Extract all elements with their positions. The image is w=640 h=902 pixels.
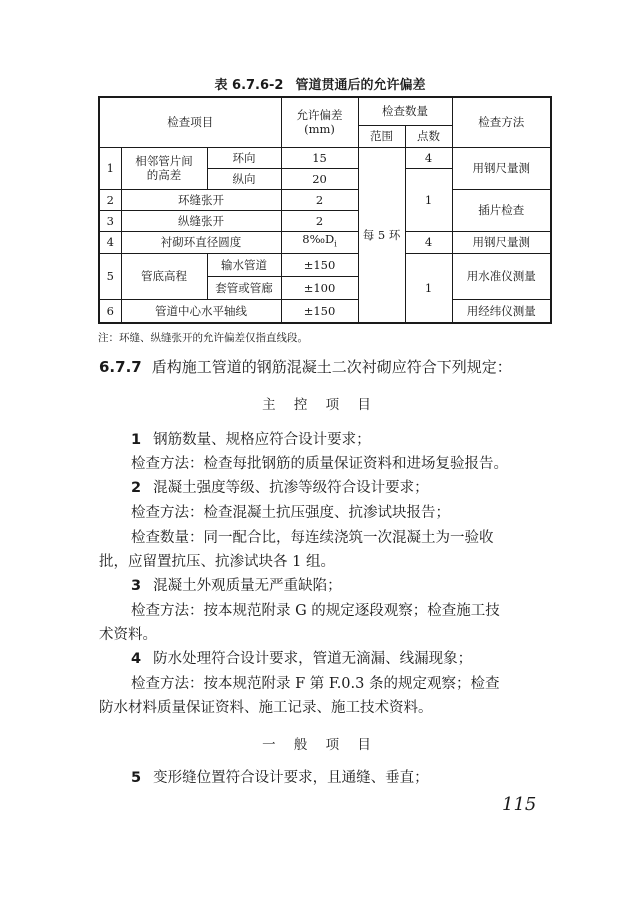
row-sub-label: 环向 <box>207 147 281 168</box>
row-number: 1 <box>99 147 121 189</box>
row-tolerance: 2 <box>281 189 358 210</box>
item-text: 混凝土强度等级、抗渗等级符合设计要求； <box>153 480 429 496</box>
header-tolerance-unit: (mm) <box>304 122 335 137</box>
row-tolerance: ±100 <box>281 276 358 299</box>
header-item: 检查项目 <box>99 97 281 147</box>
item-2-quantity: 检查数量：同一配合比，每连续浇筑一次混凝土为一验收 <box>131 530 494 546</box>
item-4 <box>131 647 472 668</box>
row-sub-label: 输水管道 <box>207 253 281 276</box>
row-tolerance: 15 <box>281 147 358 168</box>
method-value: 用钢尺量测 <box>452 147 551 189</box>
row-group-label: 相邻管片间的高差 <box>121 147 207 189</box>
section-heading <box>99 356 512 377</box>
method-value: 用经纬仪测量 <box>452 299 551 323</box>
points-value: 4 <box>405 231 452 253</box>
item-3 <box>131 574 342 595</box>
row-tolerance: ±150 <box>281 253 358 276</box>
item-number: 1 <box>131 432 142 448</box>
item-2 <box>131 476 429 497</box>
item-1-method: 检查方法：检查每批钢筋的质量保证资料和进场复验报告。 <box>131 456 508 472</box>
item-4-method: 检查方法：按本规范附录 F 第 F.0.3 条的规定观察；检查 <box>131 676 500 692</box>
general-items-heading: 一 般 项 目 <box>262 737 378 753</box>
row-label: 管道中心水平轴线 <box>121 299 281 323</box>
item-1 <box>131 428 371 449</box>
section-title: 盾构施工管道的钢筋混凝土二次衬砌应符合下列规定： <box>151 358 512 376</box>
row-group-label: 管底高程 <box>121 253 207 299</box>
tolerance-table <box>98 96 552 324</box>
row-tolerance <box>281 231 358 253</box>
item-text: 混凝土外观质量无严重缺陷； <box>153 578 342 594</box>
points-value: 4 <box>405 147 452 168</box>
item-number: 4 <box>131 651 142 667</box>
header-tolerance-label: 允许偏差 <box>296 108 343 123</box>
method-value: 用钢尺量测 <box>452 231 551 253</box>
item-3-method-cont: 术资料。 <box>99 627 157 643</box>
main-items-heading: 主 控 项 目 <box>262 397 378 413</box>
row-label: 衬砌环直径圆度 <box>121 231 281 253</box>
row-tolerance-value: 8‰D <box>302 232 335 247</box>
row-sub-label: 纵向 <box>207 168 281 189</box>
method-value: 插片检查 <box>452 189 551 231</box>
row-tolerance-subscript: i <box>334 239 337 249</box>
table-number: 表 6.7.6-2 <box>214 78 284 93</box>
row-sub-label: 套管或管廊 <box>207 276 281 299</box>
item-text: 防水处理符合设计要求，管道无滴漏、线漏现象； <box>153 651 473 667</box>
item-number: 2 <box>131 480 142 496</box>
page-number: 115 <box>502 794 537 815</box>
row-number: 2 <box>99 189 121 210</box>
scope-value: 每 5 环 <box>358 147 405 323</box>
method-value: 用水准仪测量 <box>452 253 551 299</box>
row-tolerance: 2 <box>281 210 358 231</box>
row-number: 5 <box>99 253 121 299</box>
row-tolerance: 20 <box>281 168 358 189</box>
table-title: 管道贯通后的允许偏差 <box>295 78 426 93</box>
points-value: 1 <box>405 253 452 323</box>
header-tolerance <box>281 97 358 147</box>
table-caption <box>0 74 640 93</box>
header-quantity: 检查数量 <box>358 97 452 125</box>
row-number: 6 <box>99 299 121 323</box>
item-number: 5 <box>131 770 142 786</box>
row-label: 环缝张开 <box>121 189 281 210</box>
row-tolerance: ±150 <box>281 299 358 323</box>
section-number: 6.7.7 <box>99 358 142 376</box>
header-points: 点数 <box>405 125 452 147</box>
header-method: 检查方法 <box>452 97 551 147</box>
item-text: 变形缝位置符合设计要求，且通缝、垂直； <box>153 770 429 786</box>
item-4-method-cont: 防水材料质量保证资料、施工记录、施工技术资料。 <box>99 700 433 716</box>
item-3-method: 检查方法：按本规范附录 G 的规定逐段观察；检查施工技 <box>131 603 500 619</box>
row-label: 纵缝张开 <box>121 210 281 231</box>
row-number: 3 <box>99 210 121 231</box>
row-number: 4 <box>99 231 121 253</box>
item-2-method: 检查方法：检查混凝土抗压强度、抗渗试块报告； <box>131 505 450 521</box>
item-2-quantity-cont: 批，应留置抗压、抗渗试块各 1 组。 <box>99 554 335 570</box>
item-number: 3 <box>131 578 142 594</box>
points-value: 1 <box>405 168 452 231</box>
item-5 <box>131 766 429 787</box>
item-text: 钢筋数量、规格应符合设计要求； <box>153 432 371 448</box>
header-scope: 范围 <box>358 125 405 147</box>
table-note: 注：环缝、纵缝张开的允许偏差仅指直线段。 <box>98 332 308 344</box>
